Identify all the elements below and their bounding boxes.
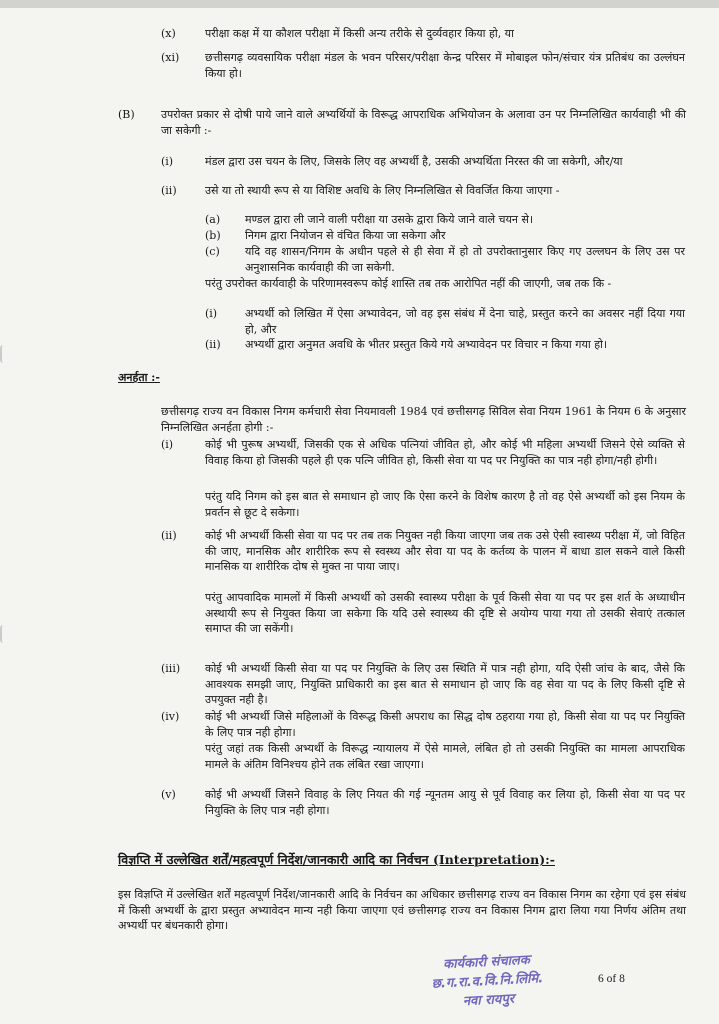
pi-text: अभ्यर्थी को लिखित में ऐसा अभ्यावेदन, जो वह इस संबंध में देना चाहे, प्रस्तुत करने का अवसर नहीं दिया गया हो, और: [245, 307, 685, 336]
page-number: 6 of 8: [598, 973, 625, 985]
diii-text: कोई भी अभ्यर्थी किसी सेवा या पद पर नियुक्ति के लिए उस स्थिति में पात्र नही होगा, यदि ऐसी जांच के बाद, जैसे कि आवश्यक समझी जाए, नियुक्ति प्राधिकारी का इस बात से समाधान हो जाए कि वह सेवा या पद के लिए किसी दृष्टि से उपयुक्त नही है।: [205, 662, 685, 706]
dv-num: (v): [161, 788, 176, 801]
heading-1: अनर्हता :-: [118, 371, 160, 384]
di-num: (i): [161, 438, 174, 451]
div-text: कोई भी अभ्यर्थी जिसे महिलाओं के विरूद्ध किसी अपराध का सिद्ध दोष ठहराया गया हो, किसी सेवा या पद पर नियुक्ति के लिए पात्र नही होगा।: [205, 710, 685, 739]
intro: छत्तीसगढ़ राज्य वन विकास निगम कर्मचारी सेवा नियमावली 1984 एवं छत्तीसगढ़ सिविल सेवा नियम 1961 के नियम 6 के अनुसार निम्नलिखित अनर्हता होगी :-: [161, 405, 686, 434]
xi-text: छत्तीसगढ़ व्यवसायिक परीक्षा मंडल के भवन परिसर/परीक्षा केन्द्र परिसर में मोबाइल फोन/संचार यंत्र प्रतिबंध का उल्लंघन किया हो।: [205, 51, 685, 80]
dv-text: कोई भी अभ्यर्थी जिसने विवाह के लिए नियत की गई न्यूनतम आयु से पूर्व विवाह कर लिया हो, किसी सेवा या पद पर नियुक्ति के लिए पात्र नही होगा।: [205, 788, 685, 817]
dii-text: कोई भी अभ्यर्थी किसी सेवा या पद पर तब तक नियुक्त नही किया जाएगा जब तक उसे ऐसी स्वास्थ्य परीक्षा में, जो विहित की जाए, मानसिक और शारीरिक रूप से स्वस्थ्य और सेवा या पद के कर्तव्य के पालन में बाधा डाल सकने वाले किसी मानसिक या शारीरिक दोष से मुक्त ना पाया जाए।: [205, 529, 685, 573]
top-edge: [0, 0, 719, 8]
diii-num: (iii): [161, 662, 181, 675]
di-proviso: परंतु यदि निगम को इस बात से समाधान हो जाए कि ऐसा करने के विशेष कारण है तो वह ऐसे अभ्यर्थी को इस नियम के प्रवर्तन से छूट दे सकेगा।: [205, 490, 685, 519]
xi-num: (xi): [161, 51, 180, 64]
i-num: (i): [161, 155, 174, 168]
binding-mark: [0, 345, 6, 363]
div-proviso: परंतु जहां तक किसी अभ्यर्थी के विरूद्ध न्यायालय में ऐसे मामले, लंबित हो तो उसकी नियुक्ति का मामला आपराधिक मामले के अंतिम विनिश्चय होने तक लंबित रखा जाएगा।: [205, 742, 685, 771]
proviso: परंतु उपरोक्त कार्यवाही के परिणामस्वरूप कोई शास्ति तब तक आरोपित नहीं की जाएगी, जब तक कि -: [205, 277, 612, 290]
i-text: मंडल द्वारा उस चयन के लिए, जिसके लिए वह अभ्यर्थी है, उसकी अभ्यर्थिता निरस्त की जा सकेगी, और/या: [205, 155, 623, 168]
a-num: (a): [205, 213, 221, 226]
stamp-line-3: नवा रायपुर: [462, 991, 515, 1010]
a-text: मण्डल द्वारा ली जाने वाली परीक्षा या उसके द्वारा किये जाने वाले चयन से।: [245, 213, 534, 226]
b-text: निगम द्वारा नियोजन से वंचित किया जा सकेगा और: [245, 229, 446, 242]
div-num: (iv): [161, 710, 180, 723]
binding-mark: [0, 625, 6, 643]
heading-2: विज्ञप्ति में उल्लेखित शर्तें/महत्वपूर्ण निर्देश/जानकारी आदि का निर्वचन (Interpretation):-: [118, 852, 555, 867]
stamp-line-1: कार्यकारी संचालक: [442, 952, 531, 973]
B-num: (B): [118, 108, 135, 121]
signature-stamp: [414, 949, 562, 1014]
c-text: यदि वह शासन/निगम के अधीन पहले से ही सेवा में हो तो उपरोक्तानुसार किए गए उल्लघन के लिए उस पर अनुशासनिक कार्यवाही की जा सकेगी.: [245, 245, 685, 274]
x-text: परीक्षा कक्ष में या कौशल परीक्षा में किसी अन्य तरीके से दुर्व्यवहार किया हो, या: [205, 27, 514, 40]
B-text: उपरोक्त प्रकार से दोषी पाये जाने वाले अभ्यर्थियों के विरूद्ध आपराधिक अभियोजन के अलावा उन पर निम्नलिखित कार्यवाही भी की जा सकेगी :-: [161, 108, 686, 137]
c-num: (c): [205, 245, 220, 258]
final: इस विज्ञप्ति में उल्लेखित शर्तें महत्वपूर्ण निर्देश/जानकारी आदि के निर्वचन का अधिकार छत्तीसगढ़ राज्य वन विकास निगम का रहेगा एवं इस संबंध में किसी अभ्यर्थी के द्वारा प्रस्तुत अभ्यावेदन मान्य नही किया जाएगा एवं छत्तीसगढ़ राज्य वन विकास निगम द्वारा लिया गया निर्णय अंतिम तथा अभ्यर्थी पर बंधनकारी होगा।: [118, 888, 686, 932]
pii-text: अभ्यर्थी द्वारा अनुमत अवधि के भीतर प्रस्तुत किये गये अभ्यावेदन पर विचार न किया गया हो।: [245, 338, 608, 351]
stamp-line-2: छ.ग.रा.व.वि.नि.लिमि.: [431, 971, 544, 992]
ii-num: (ii): [161, 184, 177, 197]
dii-num: (ii): [161, 529, 177, 542]
di-text: कोई भी पुरूष अभ्यर्थी, जिसकी एक से अधिक पत्नियां जीवित हो, और कोई भी महिला अभ्यर्थी जिसने ऐसे व्यक्ति से विवाह किया हो जिसकी पहले ही एक पत्नि जीवित हो, किसी सेवा या पद पर नियुक्ति का पात्र नही होगा/नही होगी।: [205, 438, 685, 467]
pi-num: (i): [205, 307, 218, 320]
ii-text: उसे या तो स्थायी रूप से या विशिष्ट अवधि के लिए निम्नलिखित से विवर्जित किया जाएगा -: [205, 184, 560, 197]
pii-num: (ii): [205, 338, 221, 351]
x-num: (x): [161, 27, 176, 40]
dii-proviso: परंतु आपवादिक मामलों में किसी अभ्यर्थी को उसकी स्वास्थ्य परीक्षा के पूर्व किसी सेवा या पद पर इस शर्त के अध्याधीन अस्थायी रूप से नियुक्त किया जा सकेगा कि यदि उसे स्वास्थ्य की दृष्टि से अयोग्य पाया गया तो उसकी सेवाएं तत्काल समाप्त की जा सकेंगी।: [205, 591, 685, 635]
b-num: (b): [205, 229, 221, 242]
